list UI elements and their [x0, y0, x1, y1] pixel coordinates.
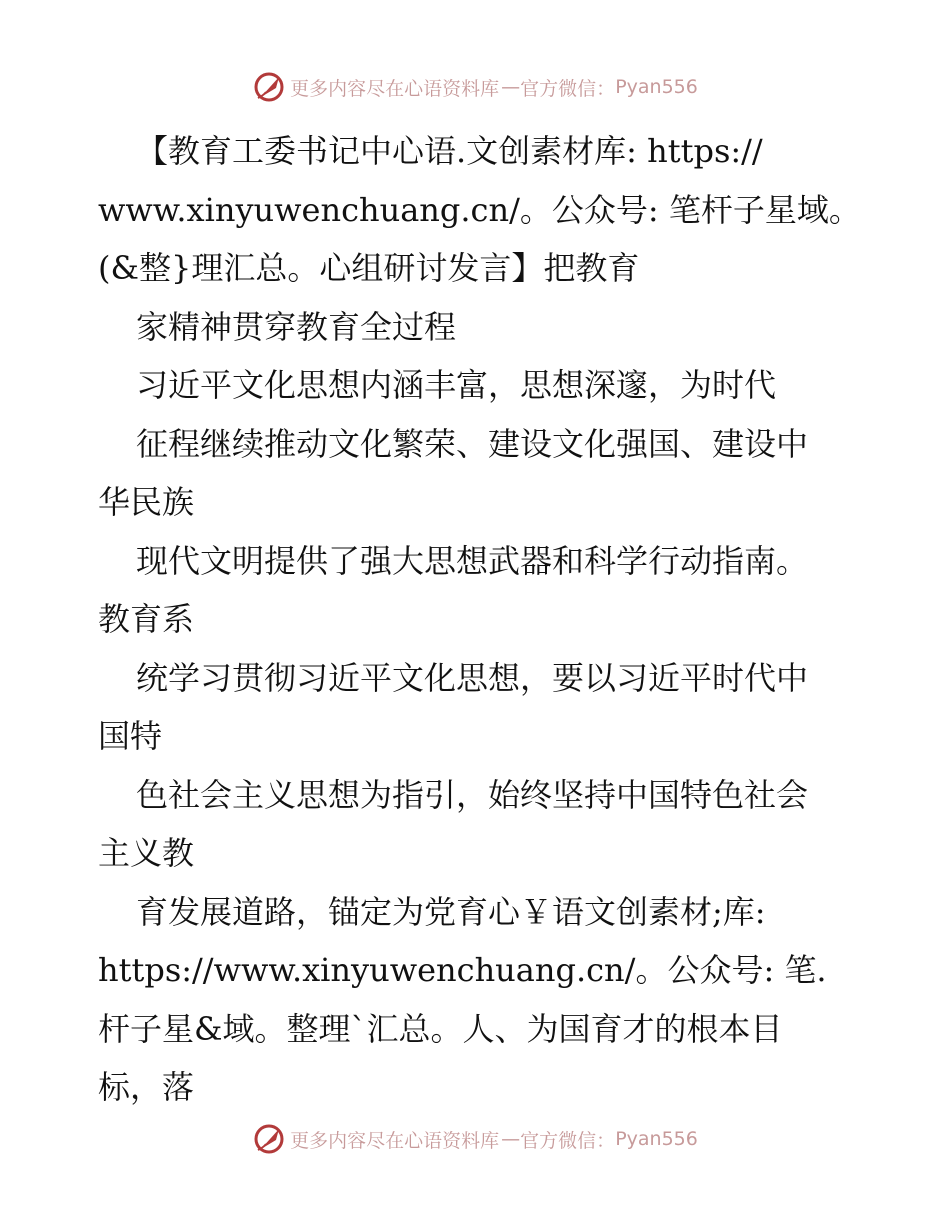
banner-text: 更多内容尽在心语资料库 [290, 77, 500, 100]
banner-separator: — [501, 1128, 519, 1150]
text-line: 色社会主义思想为指引，始终坚持中国特色社会 [136, 775, 809, 814]
banner-wechat-id: Pyan556 [615, 1128, 698, 1150]
text-line: 家精神贯穿教育全过程 [136, 307, 457, 346]
banner-separator: — [501, 76, 519, 98]
text-line: 教育系 [98, 600, 195, 638]
quill-seal-icon [252, 70, 286, 104]
text-line: 华民族 [98, 483, 195, 521]
text-line: www.xinyuwenchuang.cn/。公众号: 笔杆子星域。 [98, 190, 861, 229]
text-line: 征程继续推动文化繁荣、建设文化强国、建设中 [136, 424, 809, 463]
quill-seal-icon [252, 1122, 286, 1156]
text-line: 习近平文化思想内涵丰富，思想深邃，为时代 [136, 366, 777, 404]
banner-text: 更多内容尽在心语资料库 [290, 1129, 500, 1152]
text-line: 育发展道路，锚定为党育心￥语文创素材;库: [136, 892, 766, 931]
document-body [98, 122, 868, 1117]
banner-wechat-id: Pyan556 [615, 76, 698, 98]
text-line: https://www.xinyuwenchuang.cn/。公众号: 笔. [98, 951, 827, 989]
footer-banner [0, 1122, 950, 1156]
banner-wechat-label: 官方微信： [520, 77, 616, 100]
text-line: 现代文明提供了强大思想武器和科学行动指南。 [136, 541, 809, 580]
text-line: 统学习贯彻习近平文化思想，要以习近平时代中 [136, 658, 809, 697]
text-line: 标，落 [98, 1068, 195, 1106]
text-line: 国特 [98, 717, 163, 755]
banner-wechat-label: 官方微信： [520, 1129, 616, 1152]
text-line: 主义教 [98, 834, 195, 872]
text-line: 【教育工委书记中心语.文创素材库: https:// [136, 132, 763, 170]
text-line: 杆子星&域。整理`汇总。人、为国育才的根本目 [98, 1009, 783, 1048]
header-banner [0, 70, 950, 104]
text-line: (&整}理汇总。心组研讨发言】把教育 [98, 249, 640, 287]
